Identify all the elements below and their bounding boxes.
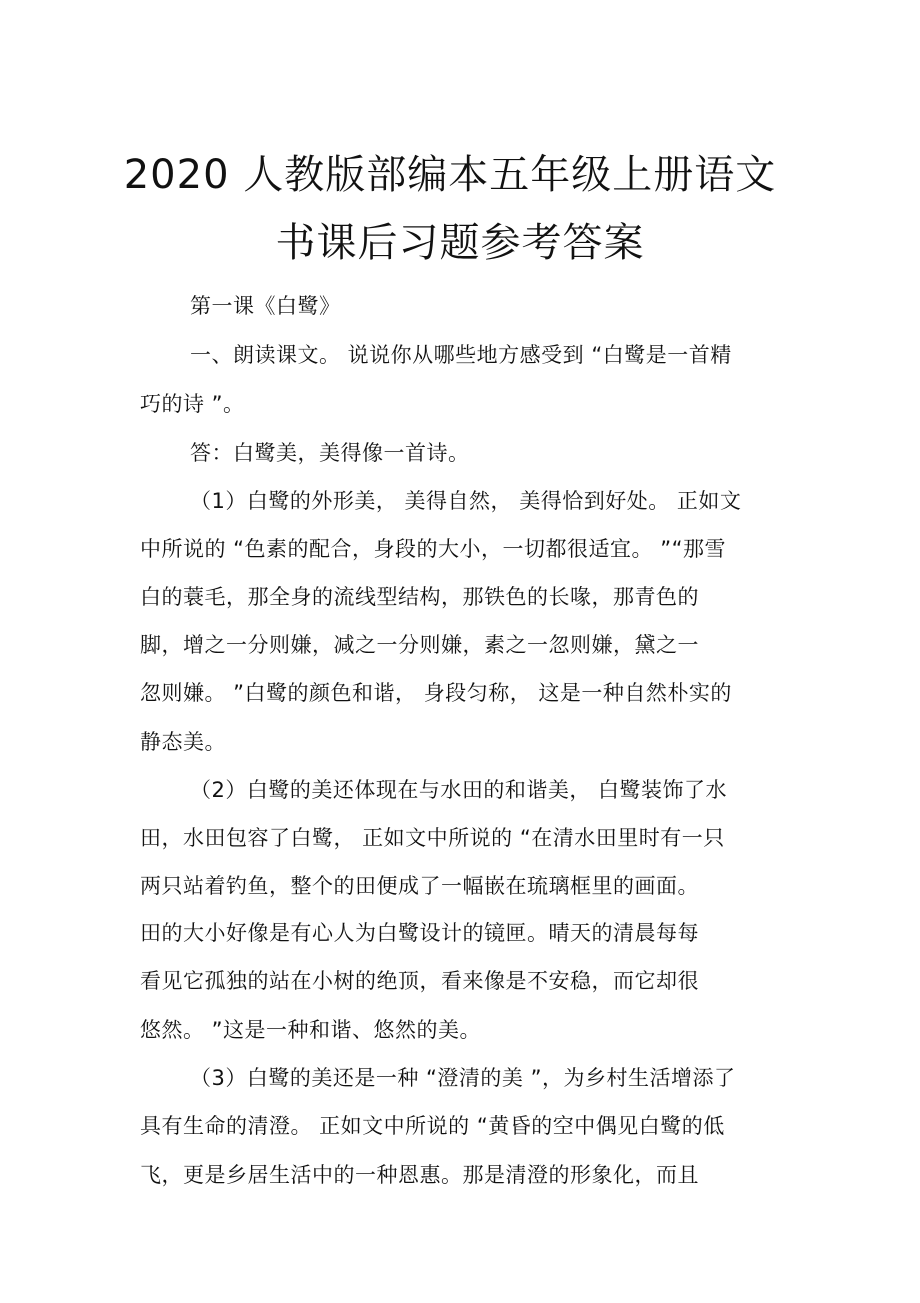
answer-intro: 答：白鹭美，美得像一首诗。 bbox=[190, 441, 470, 465]
answer-p2-line-4: 田的大小好像是有心人为白鹭设计的镜匣。晴天的清晨每每 bbox=[140, 921, 699, 945]
lesson-heading: 第一课《白鹭》 bbox=[190, 294, 341, 318]
answer-p1-line-6: 静态美。 bbox=[140, 730, 226, 754]
answer-p2-line-5: 看见它孤独的站在小树的绝顶，看来像是不安稳，而它却很 bbox=[140, 969, 699, 993]
answer-p3-line-1: （3）白鹭的美还是一种 “澄清的美 ”，为乡村生活增添了 bbox=[190, 1066, 736, 1090]
answer-p1-line-5: 忽则嫌。 ”白鹭的颜色和谐， 身段匀称， 这是一种自然朴实的 bbox=[140, 681, 732, 705]
answer-p2-line-1: （2）白鹭的美还体现在与水田的和谐美， 白鹭装饰了水 bbox=[190, 778, 728, 802]
answer-p3-line-2: 具有生命的清澄。 正如文中所说的 “黄昏的空中偶见白鹭的低 bbox=[140, 1114, 725, 1138]
answer-p2-line-3: 两只站着钓鱼，整个的田便成了一幅嵌在琉璃框里的画面。 bbox=[140, 874, 699, 898]
answer-p1-line-4: 脚，增之一分则嫌，减之一分则嫌，素之一忽则嫌，黛之一 bbox=[140, 633, 699, 657]
question-line-2: 巧的诗 ”。 bbox=[140, 392, 245, 416]
answer-p1-line-2: 中所说的 “色素的配合，身段的大小，一切都很适宜。 ”“那雪 bbox=[140, 537, 726, 561]
answer-p1-line-1: （1）白鹭的外形美， 美得自然， 美得恰到好处。 正如文 bbox=[190, 489, 742, 513]
document-title-line-2: 书课后习题参考答案 bbox=[275, 220, 645, 266]
document-title-line-1: 2020 人教版部编本五年级上册语文 bbox=[123, 152, 777, 198]
answer-p2-line-2: 田，水田包容了白鹭， 正如文中所说的 “在清水田里时有一只 bbox=[140, 826, 725, 850]
answer-p2-line-6: 悠然。 ”这是一种和谐、悠然的美。 bbox=[140, 1018, 482, 1042]
answer-p3-line-3: 飞，更是乡居生活中的一种恩惠。那是清澄的形象化，而且 bbox=[140, 1163, 699, 1187]
question-line-1: 一、朗读课文。 说说你从哪些地方感受到 “白鹭是一首精 bbox=[190, 343, 732, 367]
answer-p1-line-3: 白的蓑毛，那全身的流线型结构，那铁色的长喙，那青色的 bbox=[140, 585, 699, 609]
